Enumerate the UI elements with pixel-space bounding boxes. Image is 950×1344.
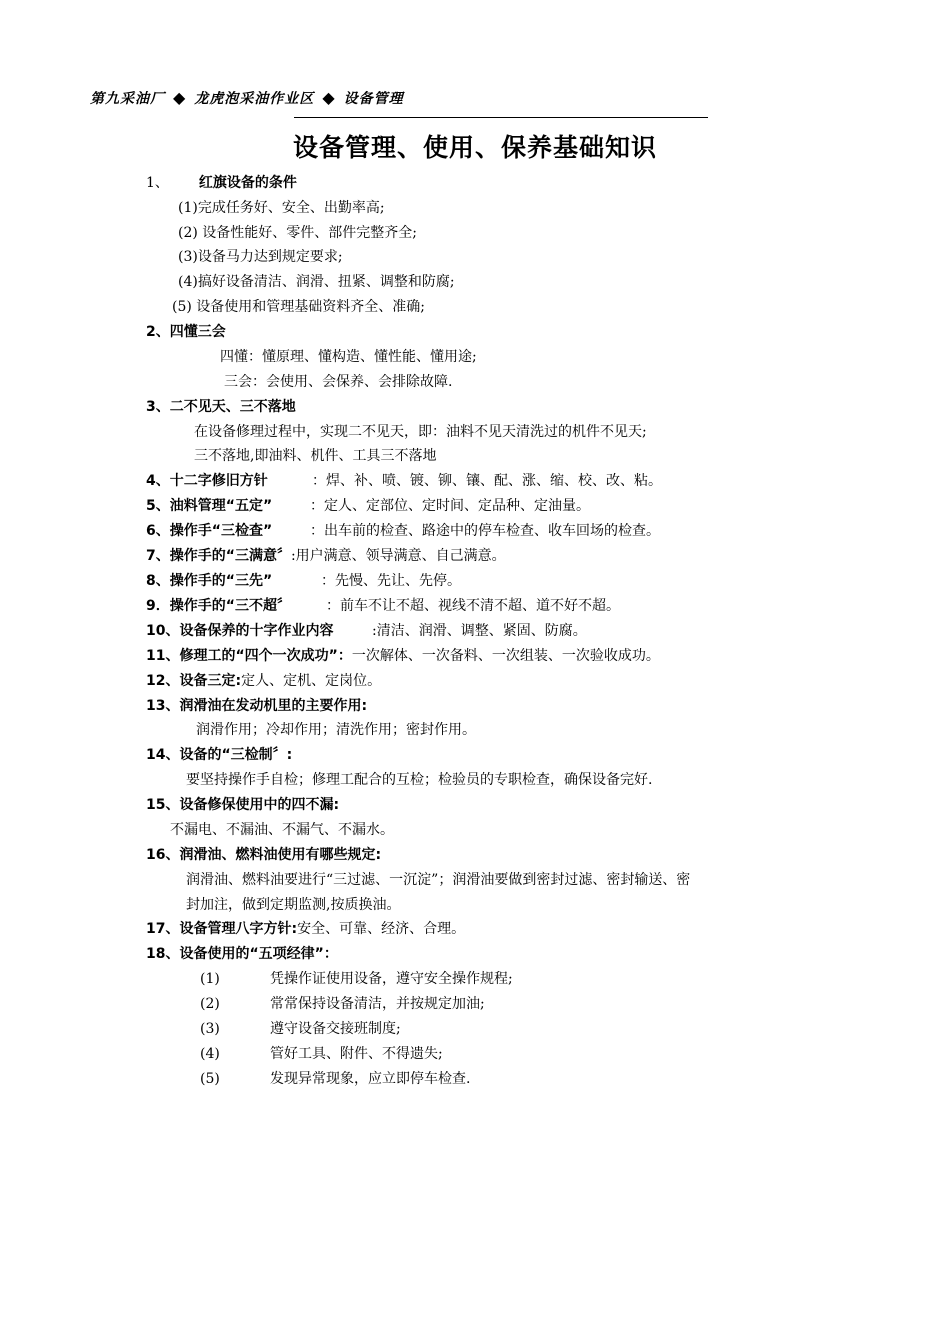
section-4: [146, 472, 662, 490]
header-area: 龙虎泡采油作业区: [194, 91, 315, 107]
section-7: [146, 547, 506, 565]
section-body: ：先慢、先让、先停。: [321, 573, 461, 589]
section-17: [146, 920, 465, 938]
diamond-icon: ◆: [322, 88, 336, 107]
section-14-heading: 14、设备的“三检制〞:: [146, 747, 293, 763]
section-body: ：出车前的检查、路途中的停车检查、收车回场的检查。: [310, 523, 660, 539]
section-title: 4、十二字修旧方针: [146, 473, 268, 489]
section-10: [146, 622, 587, 640]
section-9: [146, 597, 620, 615]
paragraph-line: 不漏电、不漏油、不漏气、不漏水。: [170, 822, 394, 838]
section-title: 17、设备管理八字方针:: [146, 921, 298, 937]
list-item: [200, 1070, 470, 1088]
paragraph-line: 要坚持操作手自检；修理工配合的互检；检验员的专职检查，确保设备完好.: [186, 772, 653, 788]
section-3-heading: 3、二不见天、三不落地: [146, 399, 296, 415]
list-item: (5) 设备使用和管理基础资料齐全、准确;: [172, 299, 425, 315]
list-item: [200, 970, 513, 988]
section-body: ：焊、补、喷、镀、铆、镶、配、涨、缩、校、改、粘。: [312, 473, 662, 489]
paragraph-line: 三会：会使用、会保养、会排除故障.: [224, 374, 453, 390]
item-text: 管好工具、附件、不得遗失;: [270, 1046, 443, 1062]
section-15-heading: 15、设备修保使用中的四不漏:: [146, 797, 340, 813]
paragraph-line: 润滑油、燃料油要进行“三过滤、一沉淀”；润滑油要做到密封过滤、密封输送、密: [186, 872, 691, 888]
item-text: 遵守设备交接班制度;: [270, 1021, 401, 1037]
section-body: 安全、可靠、经济、合理。: [297, 921, 466, 937]
section-6: [146, 522, 660, 540]
item-number: (1): [200, 971, 220, 987]
item-number: (5): [200, 1071, 220, 1087]
section-1-heading: [146, 174, 297, 192]
section-8: [146, 572, 461, 590]
list-item: (2) 设备性能好、零件、部件完整齐全;: [178, 225, 417, 241]
section-11: [146, 647, 660, 665]
header-dept: 设备管理: [343, 91, 404, 107]
section-18-heading: 18、设备使用的“五项经律”：: [146, 946, 338, 962]
item-number: (2): [200, 996, 220, 1012]
section-title: 7、操作手的“三满意〞: [146, 548, 291, 564]
section-title: 6、操作手“三检查”: [146, 523, 273, 539]
item-text: 常常保持设备清洁，并按规定加油;: [270, 996, 485, 1012]
section-title: 8、操作手的“三先”: [146, 573, 273, 589]
section-title: 9．操作手的“三不超〞: [146, 598, 291, 614]
section-16-heading: 16、润滑油、燃料油使用有哪些规定:: [146, 847, 382, 863]
list-item: [200, 995, 485, 1013]
section-5: [146, 497, 590, 515]
diamond-icon: ◆: [173, 88, 187, 107]
section-title: 5、油料管理“五定”: [146, 498, 273, 514]
list-item: (1)完成任务好、安全、出勤率高;: [178, 200, 385, 216]
item-number: (3): [200, 1021, 220, 1037]
item-text: 凭操作证使用设备，遵守安全操作规程;: [270, 971, 513, 987]
paragraph-line: 三不落地,即油料、机件、工具三不落地: [194, 448, 437, 464]
list-item: [200, 1020, 401, 1038]
section-2-heading: 2、四懂三会: [146, 324, 226, 340]
section-number: 1、: [146, 175, 169, 191]
section-body: 定人、定机、定岗位。: [241, 673, 382, 689]
section-body: 一次解体、一次备料、一次组装、一次验收成功。: [351, 648, 660, 664]
item-number: (4): [200, 1046, 220, 1062]
section-title: 11、修理工的“四个一次成功”：: [146, 648, 352, 664]
paragraph-line: 封加注，做到定期监测,按质换油。: [186, 897, 401, 913]
list-item: (3)设备马力达到规定要求;: [178, 249, 343, 265]
paragraph-line: 四懂：懂原理、懂构造、懂性能、懂用途;: [220, 349, 477, 365]
section-body: ：定人、定部位、定时间、定品种、定油量。: [310, 498, 590, 514]
section-13-heading: 13、润滑油在发动机里的主要作用:: [146, 698, 368, 714]
paragraph-line: 在设备修理过程中，实现二不见天，即：油料不见天清洗过的机件不见天;: [194, 424, 647, 440]
document-header: [90, 88, 404, 108]
section-body: :清洁、润滑、调整、紧固、防腐。: [372, 623, 587, 639]
section-body: ：前车不让不超、视线不清不超、道不好不超。: [326, 598, 620, 614]
section-title: 12、设备三定:: [146, 673, 242, 689]
page-title: 设备管理、使用、保养基础知识: [292, 133, 657, 162]
section-title: 10、设备保养的十字作业内容: [146, 623, 334, 639]
section-body: :用户满意、领导满意、自己满意。: [290, 548, 506, 564]
section-12: [146, 672, 381, 690]
header-plant: 第九采油厂: [90, 91, 165, 107]
list-item: [200, 1045, 443, 1063]
section-title: 红旗设备的条件: [198, 175, 297, 191]
header-rule: [294, 117, 708, 118]
item-text: 发现异常现象，应立即停车检查.: [270, 1071, 471, 1087]
paragraph-line: 润滑作用；冷却作用；清洗作用；密封作用。: [196, 722, 476, 738]
list-item: (4)搞好设备清洁、润滑、扭紧、调整和防腐;: [178, 274, 455, 290]
